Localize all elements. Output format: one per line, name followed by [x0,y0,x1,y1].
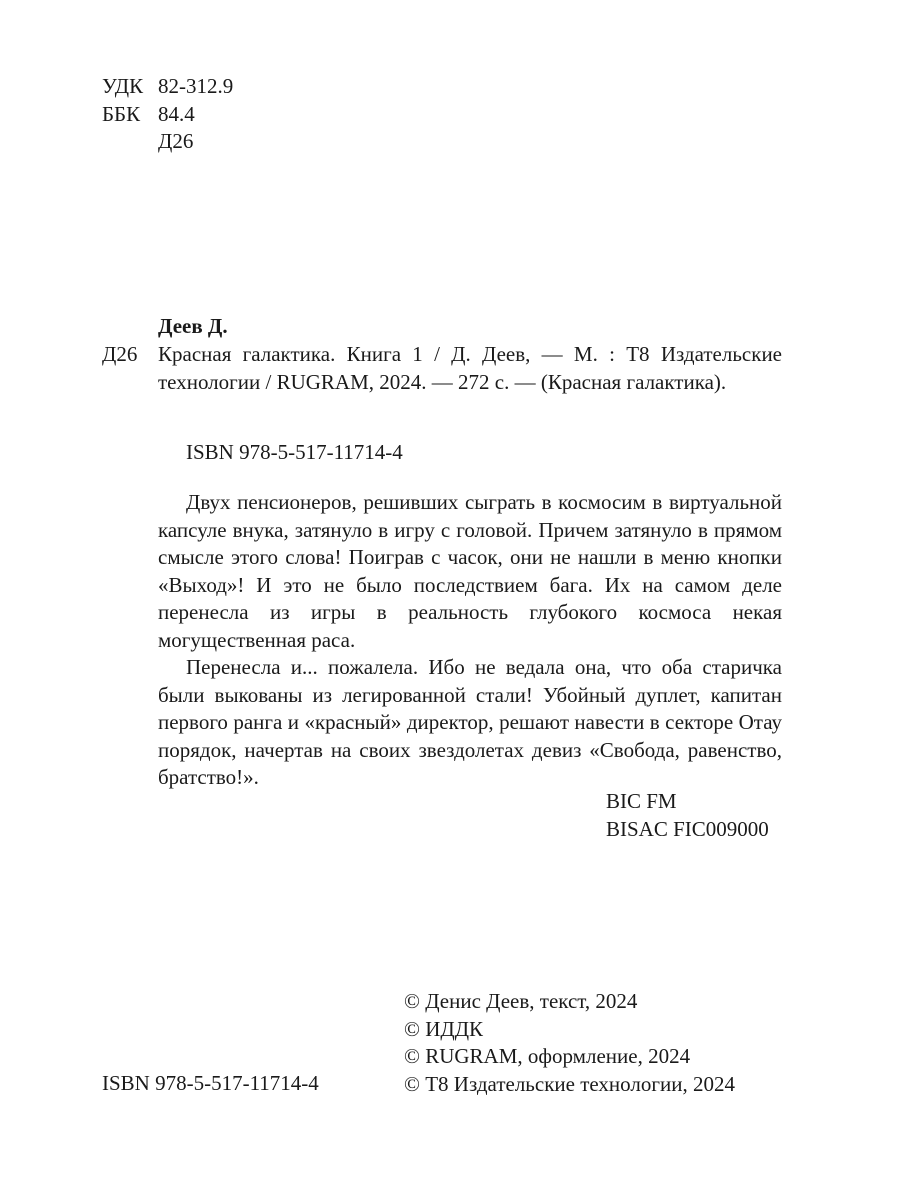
bibliographic-description: Красная галактика. Книга 1 / Д. Деев, — М. : Т8 Издательские технологии / RUGRAM, 2024. — 272 с. — (Красная галактика). [158,342,782,394]
copyright-line: © Денис Деев, текст, 2024 [404,989,638,1013]
record-cutter: Д26 [102,342,138,366]
udk-row [102,73,233,101]
subject-codes [606,788,769,843]
cutter-code: Д26 [158,129,194,153]
author-heading: Деев Д. [158,314,228,338]
isbn-line: ISBN 978-5-517-11714-4 [186,440,403,464]
bbk-label: ББК [102,101,141,126]
udk-label: УДК [102,74,144,98]
bisac-code: BISAC FIC009000 [606,816,769,841]
classification-block [102,73,233,156]
bbk-value: 84.4 [158,101,195,126]
footer-isbn: ISBN 978-5-517-11714-4 [102,1071,319,1095]
annotation-paragraph: Перенесла и... пожалела. Ибо не ведала она, что оба старичка были выкованы из легированной стали! Убойный дуплет, капитан первого ранга и «красный» директор, решают навести в секторе Отау порядок, начертав на своих звездолетах девиз «Свобода, равенство, братство!». [158,655,782,789]
udk-value: 82-312.9 [158,74,234,98]
annotation [158,489,782,792]
copyright-line: © Т8 Издательские технологии, 2024 [404,1071,735,1096]
annotation-paragraph: Двух пенсионеров, решивших сыграть в космосим в виртуальной капсуле внука, затянуло в игру с головой. Причем затянуло в прямом смысле этого слова! Поиграв с часок, они не нашли в меню кнопки «Выход»! И это не было последствием бага. Их на самом деле перенесла из игры в реальность глубокого космоса некая могущественная раса. [158,490,782,652]
copyright-line: © RUGRAM, оформление, 2024 [404,1044,691,1068]
copyright-block [404,988,735,1098]
bic-code: BIC FM [606,789,677,813]
cutter-row [102,128,233,156]
bbk-row [102,101,233,129]
copyright-line: © ИДДК [404,1016,484,1041]
